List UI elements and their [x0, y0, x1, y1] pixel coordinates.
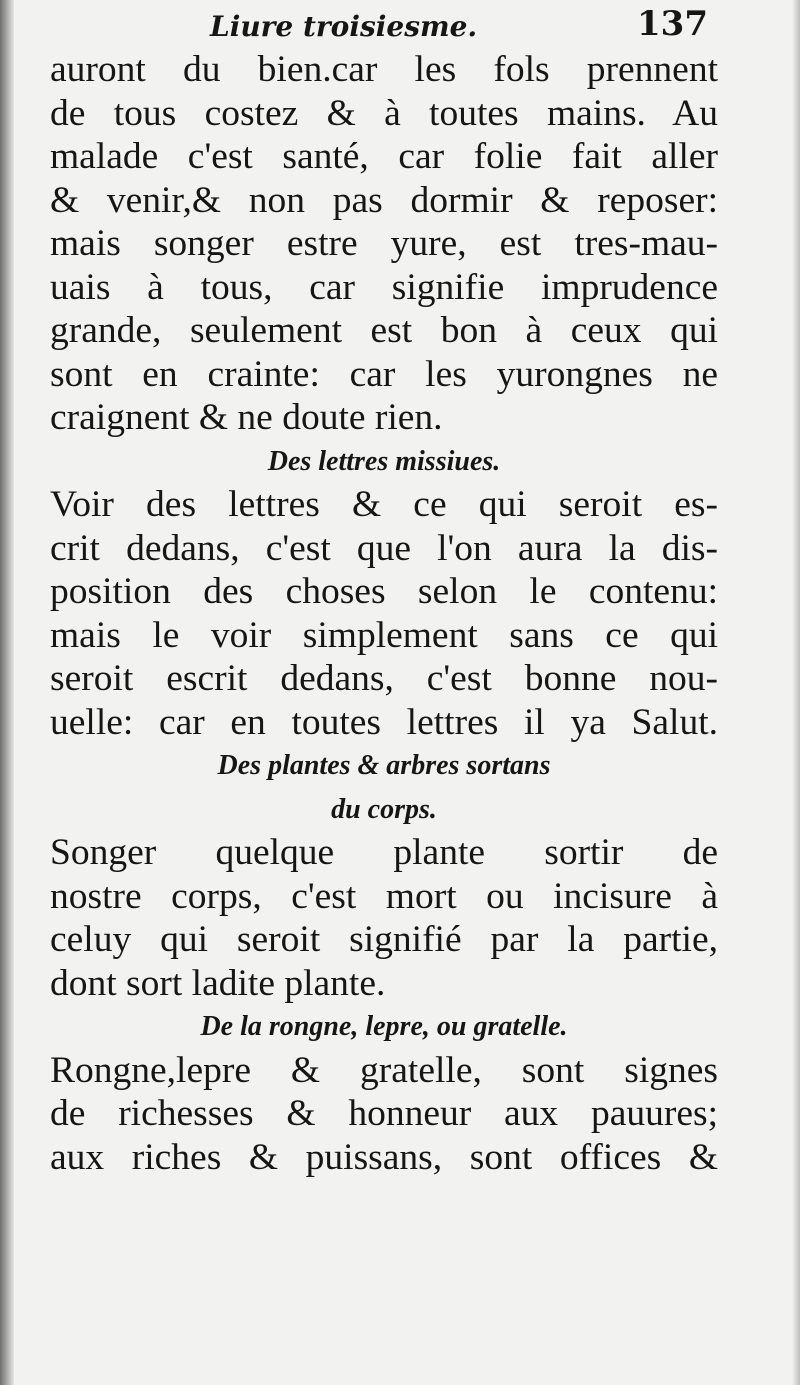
gutter-shadow: [0, 0, 14, 1385]
text-line: Rongne,lepre & gratelle, sont signes: [50, 1049, 718, 1091]
running-head: [50, 4, 718, 48]
page-number: 137: [637, 4, 708, 44]
text-block: [50, 4, 718, 1179]
section-heading: De la rongne, lepre, ou gratelle.: [200, 1011, 568, 1042]
text-line: Songer quelque plante sortir de: [50, 832, 718, 873]
text-line: & venir,& non pas dormir & reposer:: [50, 179, 718, 221]
section-heading: Des plantes & arbres sortans: [217, 750, 551, 781]
text-line: auront du bien.car les fols prennent: [50, 49, 718, 90]
page-edge: [792, 0, 800, 1385]
text-line: de tous costez & à toutes mains. Au: [50, 92, 718, 134]
text-line: malade c'est santé, car folie fait aller: [50, 136, 718, 177]
text-line: aux riches & puissans, sont offices &: [50, 1136, 718, 1178]
text-line: grande, seulement est bon à ceux qui: [50, 310, 718, 351]
text-line: dont sort ladite plante.: [50, 962, 386, 1004]
text-line: position des choses selon le contenu:: [50, 571, 718, 612]
text-line: seroit escrit dedans, c'est bonne nou-: [50, 658, 718, 699]
section-heading: du corps.: [331, 793, 437, 825]
text-line: Voir des lettres & ce qui seroit es-: [50, 484, 718, 525]
text-line: mais le voir simplement sans ce qui: [50, 614, 718, 656]
text-line: de richesses & honneur aux pauures;: [50, 1093, 718, 1134]
text-line: celuy qui seroit signifié par la partie,: [50, 919, 718, 960]
page-body: [50, 48, 718, 1179]
text-line: mais songer estre yure, est tres-mau-: [50, 223, 718, 264]
text-line: craignent & ne doute rien.: [50, 397, 443, 438]
text-line: crit dedans, c'est que l'on aura la dis-: [50, 527, 718, 569]
text-line: nostre corps, c'est mort ou incisure à: [50, 875, 718, 917]
running-head-title: Liure troisiesme.: [210, 10, 478, 43]
text-line: uais à tous, car signifie imprudence: [50, 266, 718, 308]
text-line: uelle: car en toutes lettres il ya Salut.: [50, 701, 718, 743]
text-line: sont en crainte: car les yurongnes ne: [50, 353, 718, 395]
section-heading: Des lettres missiues.: [267, 445, 501, 477]
